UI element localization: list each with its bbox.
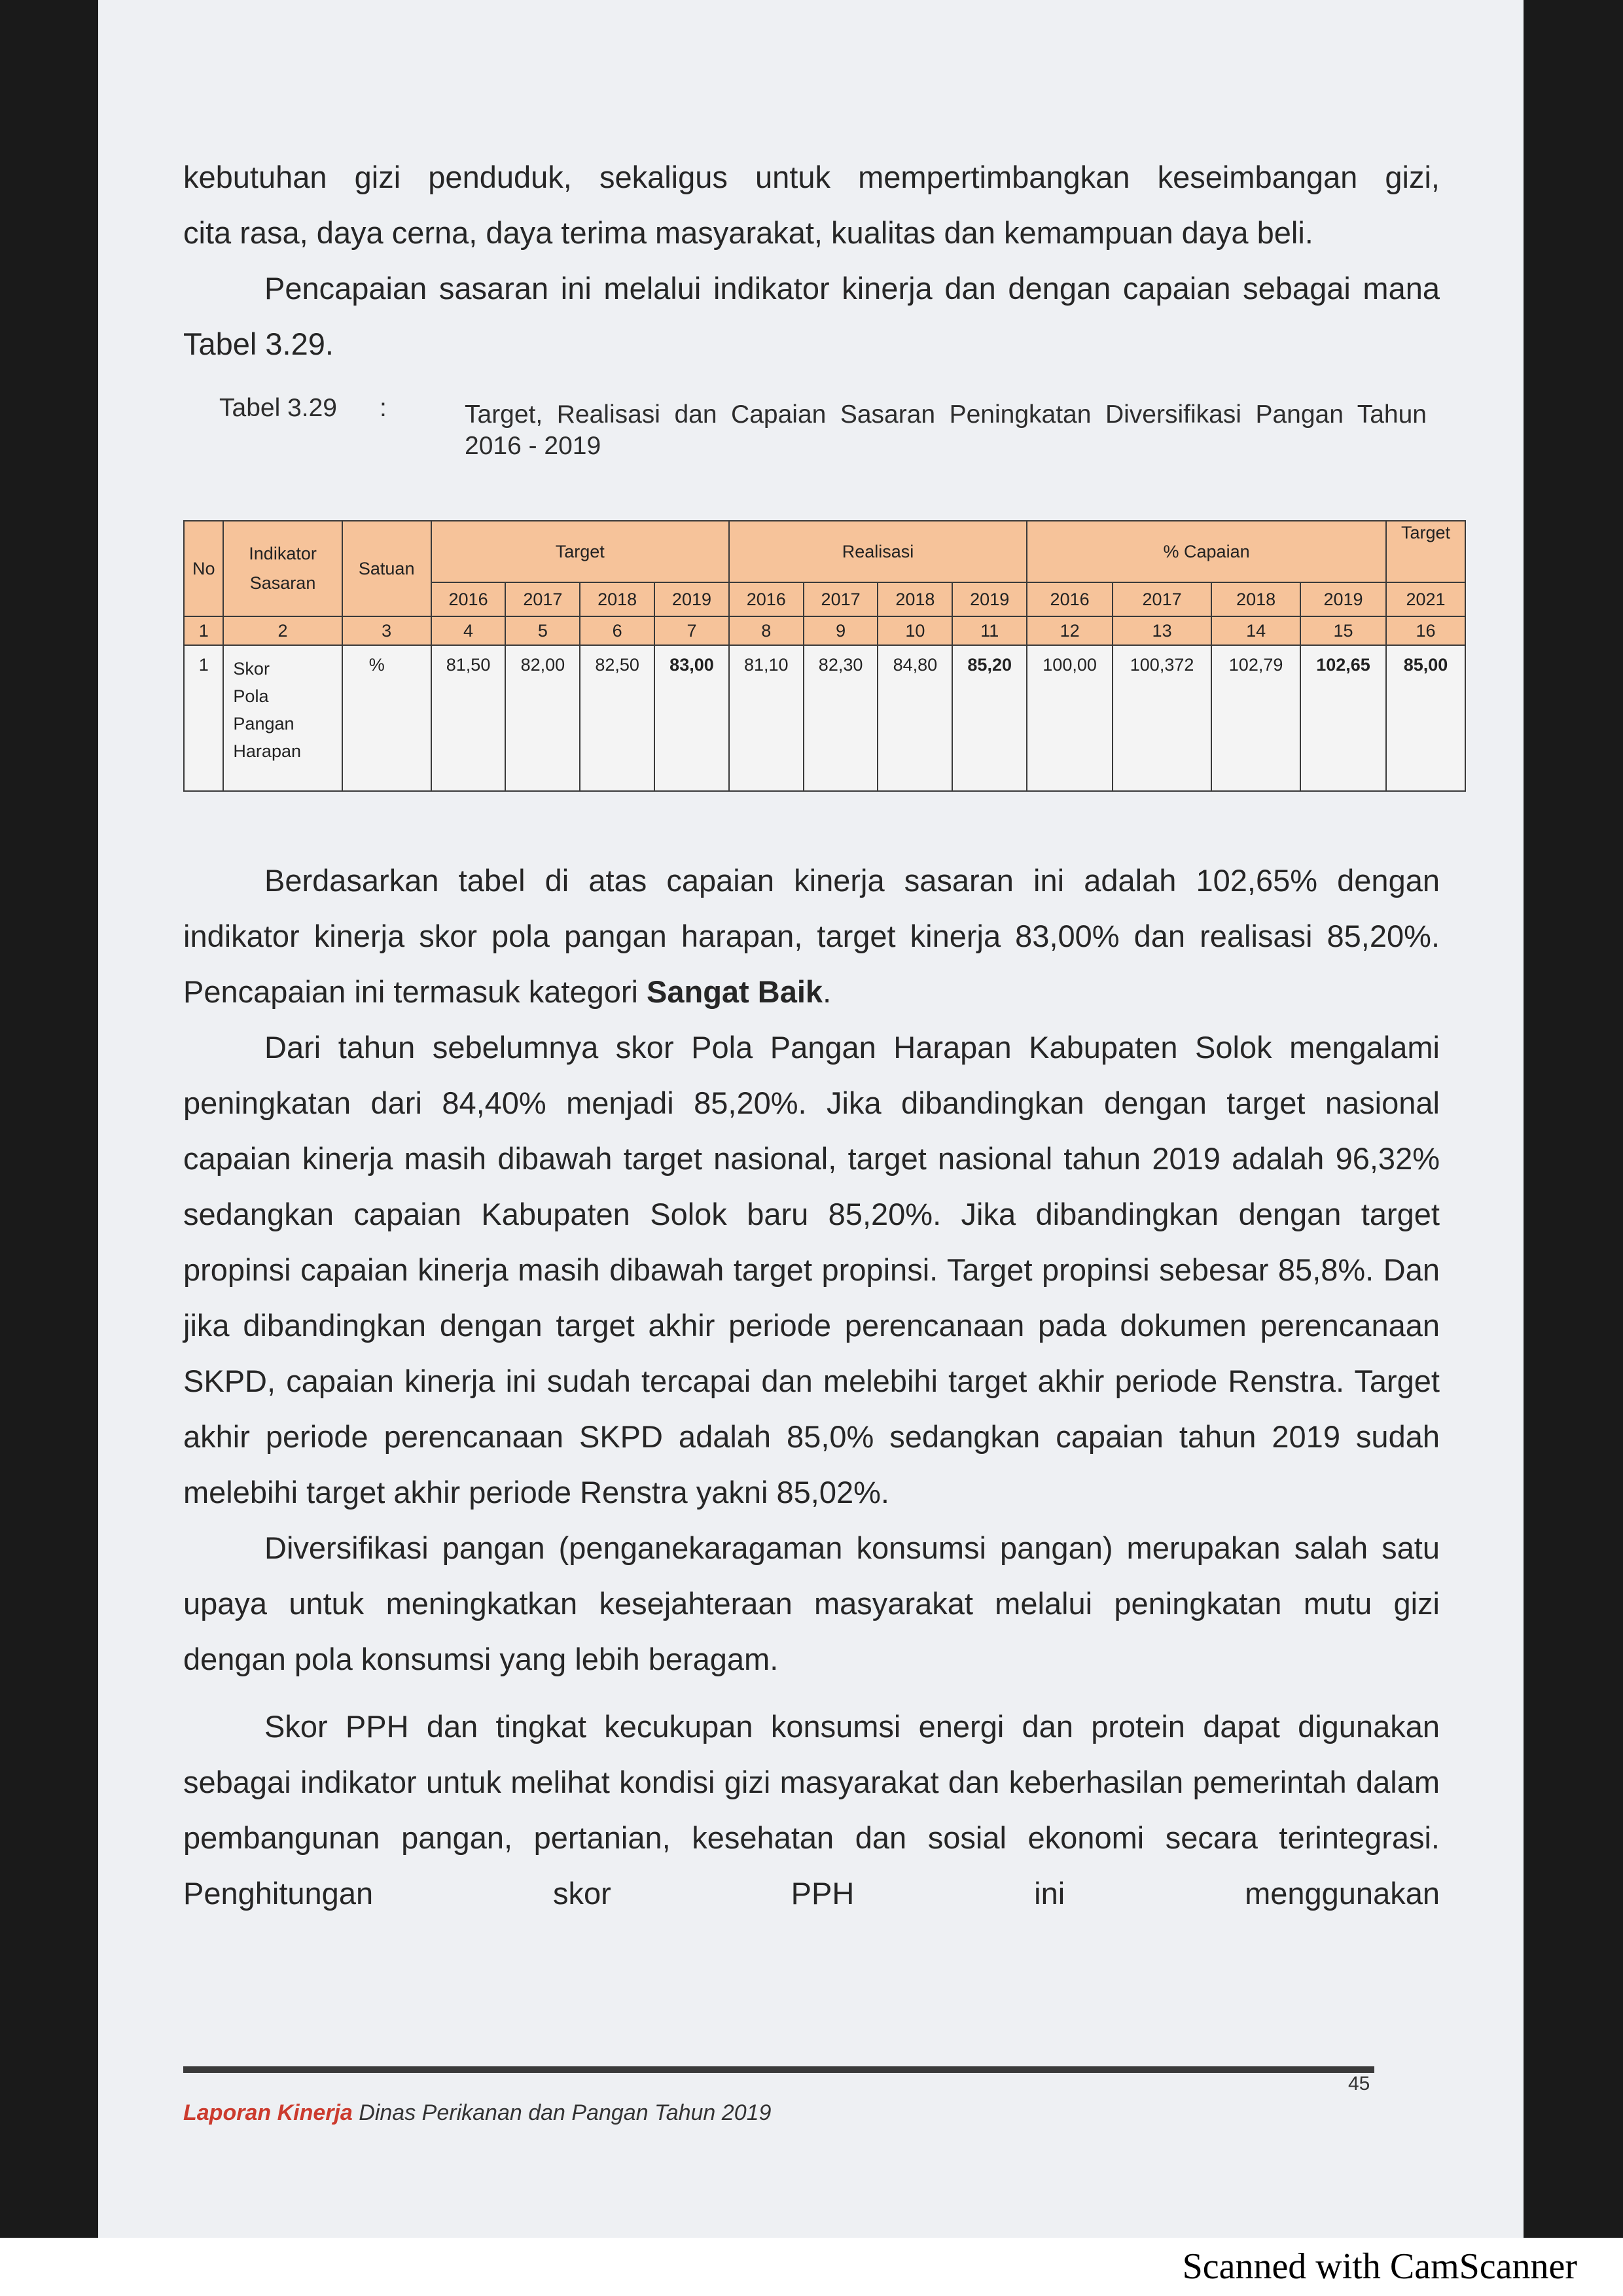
scanner-watermark: Scanned with CamScanner	[1182, 2246, 1577, 2287]
header-realisasi: Realisasi	[729, 521, 1027, 582]
table-header-row	[184, 521, 1465, 582]
scan-border-right	[1524, 0, 1623, 2238]
row-indikator-line: Skor	[233, 659, 270, 679]
row-no: 1	[184, 645, 223, 791]
year-cell: 2016	[1027, 582, 1113, 616]
row-indikator-line: Harapan	[233, 741, 301, 761]
column-number-cell: 11	[952, 616, 1027, 645]
table-reference-paragraph: Pencapaian sasaran ini melalui indikator kinerja dan dengan capaian sebagai mana Tabel 3.29.	[183, 271, 1440, 361]
header-satuan: Satuan	[342, 521, 431, 616]
scan-border-left	[0, 0, 98, 2238]
result-text-end: .	[823, 974, 832, 1009]
column-number-cell: 3	[342, 616, 431, 645]
analysis-section	[183, 853, 1440, 1921]
column-number-cell: 5	[505, 616, 580, 645]
column-number-cell: 15	[1300, 616, 1386, 645]
year-cell: 2019	[654, 582, 729, 616]
intro-line-2: cita rasa, daya cerna, daya terima masyarakat, kualitas dan kemampuan daya beli.	[183, 215, 1313, 250]
column-number-cell: 13	[1113, 616, 1211, 645]
performance-table	[183, 520, 1466, 792]
table-caption-title: Target, Realisasi dan Capaian Sasaran Peningkatan Diversifikasi Pangan Tahun 2016 - 2019	[465, 400, 1427, 460]
year-cell: 2021	[1386, 582, 1465, 616]
diversification-paragraph: Diversifikasi pangan (penganekaragaman konsumsi pangan) merupakan salah satu upaya untuk meningkatkan kesejahteraan masyarakat melalui peningkatan mutu gizi dengan pola konsumsi yang lebih beragam.	[183, 1530, 1440, 1676]
value-cell: 82,30	[804, 645, 878, 791]
result-category: Sangat Baik	[647, 974, 823, 1009]
column-number-cell: 6	[580, 616, 654, 645]
result-text: Berdasarkan tabel di atas capaian kinerja sasaran ini adalah 102,65% dengan indikator kinerja skor pola pangan harapan, target kinerja 83,00% dan realisasi 85,20%. Pencapaian ini termasuk kategori	[183, 863, 1440, 1009]
value-cell: 82,50	[580, 645, 654, 791]
table-row	[184, 645, 1465, 791]
year-cell: 2019	[952, 582, 1027, 616]
year-cell: 2017	[505, 582, 580, 616]
value-cell: 82,00	[505, 645, 580, 791]
column-number-cell: 1	[184, 616, 223, 645]
row-indikator	[223, 645, 342, 791]
column-number-cell: 10	[878, 616, 952, 645]
table-caption-colon: :	[380, 394, 387, 422]
page-number: 45	[1348, 2073, 1370, 2094]
value-cell: 81,10	[729, 645, 804, 791]
year-cell: 2017	[1113, 582, 1211, 616]
header-target-end: Target	[1386, 521, 1465, 582]
pph-paragraph: Skor PPH dan tingkat kecukupan konsumsi energi dan protein dapat digunakan sebagai indikator untuk melihat kondisi gizi masyarakat dan keberhasilan pemerintah dalam pembangunan pangan, pertanian, kesehatan dan sosial ekonomi secara terintegrasi. Penghitungan skor PPH ini menggunakan	[183, 1709, 1440, 1911]
year-cell: 2018	[1211, 582, 1300, 616]
header-target: Target	[431, 521, 729, 582]
value-cell: 102,65	[1300, 645, 1386, 791]
intro-line-1: kebutuhan gizi penduduk, sekaligus untuk mempertimbangkan keseimbangan gizi,	[183, 160, 1440, 194]
column-number-cell: 12	[1027, 616, 1113, 645]
table-column-number-row	[184, 616, 1465, 645]
column-number-cell: 2	[223, 616, 342, 645]
column-number-cell: 14	[1211, 616, 1300, 645]
header-indikator-line-1: Indikator	[249, 544, 317, 563]
row-indikator-line: Pola	[233, 686, 269, 706]
year-cell: 2019	[1300, 582, 1386, 616]
column-number-cell: 9	[804, 616, 878, 645]
year-cell: 2016	[729, 582, 804, 616]
year-cell: 2018	[878, 582, 952, 616]
value-cell: 85,20	[952, 645, 1027, 791]
document-page	[98, 0, 1524, 2238]
column-number-cell: 8	[729, 616, 804, 645]
value-cell: 100,372	[1113, 645, 1211, 791]
header-capaian: % Capaian	[1027, 521, 1386, 582]
year-cell: 2016	[431, 582, 506, 616]
value-cell: 84,80	[878, 645, 952, 791]
value-cell: 100,00	[1027, 645, 1113, 791]
footer-divider	[183, 2066, 1374, 2073]
result-paragraph	[183, 853, 1440, 1019]
table-caption-label: Tabel 3.29	[219, 394, 337, 422]
footer-report-accent: Laporan Kinerja	[183, 2100, 353, 2125]
intro-paragraph	[183, 149, 1440, 372]
row-indikator-line: Pangan	[233, 714, 294, 733]
value-cell: 85,00	[1386, 645, 1465, 791]
column-number-cell: 16	[1386, 616, 1465, 645]
comparison-paragraph: Dari tahun sebelumnya skor Pola Pangan Harapan Kabupaten Solok mengalami peningkatan dari 84,40% menjadi 85,20%. Jika dibandingkan dengan target nasional capaian kinerja masih dibawah target nasional, target nasional tahun 2019 adalah 96,32% sedangkan capaian Kabupaten Solok baru 85,20%. Jika dibandingkan dengan target propinsi capaian kinerja masih dibawah target propinsi. Target propinsi sebesar 85,8%. Dan jika dibandingkan dengan target akhir periode perencanaan pada dokumen perencanaan SKPD, capaian kinerja ini sudah tercapai dan melebihi target akhir periode Renstra. Target akhir periode perencanaan SKPD adalah 85,0% sedangkan capaian tahun 2019 sudah melebihi target akhir periode Renstra yakni 85,02%.	[183, 1030, 1440, 1510]
column-number-cell: 7	[654, 616, 729, 645]
value-cell: 102,79	[1211, 645, 1300, 791]
year-cell: 2017	[804, 582, 878, 616]
footer-report-rest: Dinas Perikanan dan Pangan Tahun 2019	[352, 2100, 772, 2125]
value-cell: 83,00	[654, 645, 729, 791]
header-no: No	[184, 521, 223, 616]
value-cell: 81,50	[431, 645, 506, 791]
column-number-cell: 4	[431, 616, 506, 645]
footer-report-title	[183, 2100, 771, 2126]
year-cell: 2018	[580, 582, 654, 616]
row-satuan: %	[342, 645, 431, 791]
header-indikator	[223, 521, 342, 616]
header-indikator-line-2: Sasaran	[249, 573, 316, 593]
